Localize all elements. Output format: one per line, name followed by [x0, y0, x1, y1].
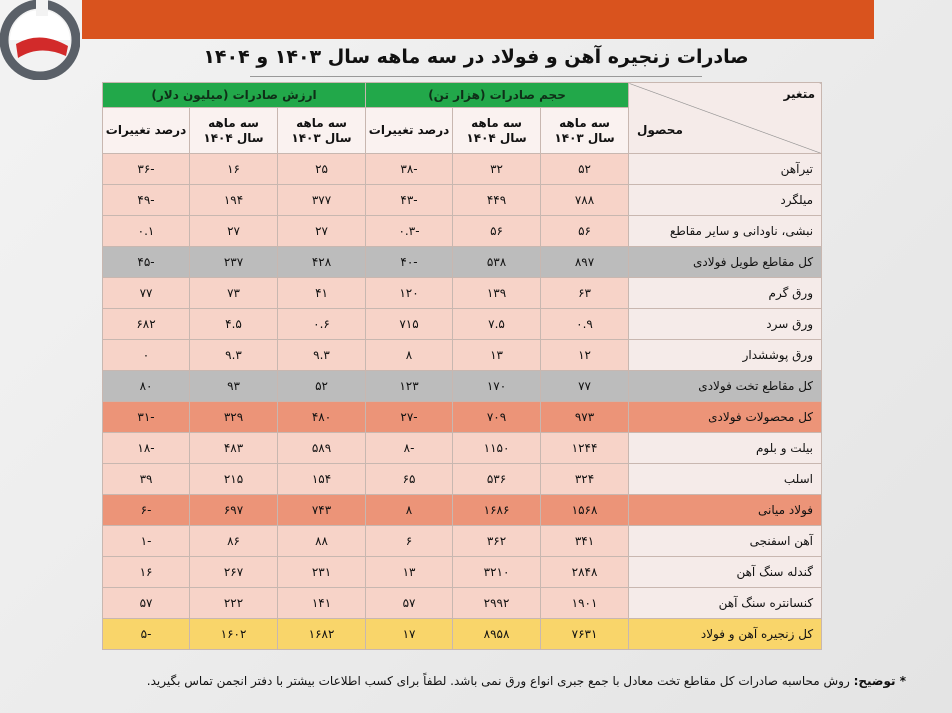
val-change-cell: ۳۹	[103, 464, 190, 495]
val-change-header: درصد تغییرات	[103, 108, 190, 154]
val-1404-cell: ۲۲۲	[190, 588, 278, 619]
val-change-cell: -۱۸	[103, 433, 190, 464]
val-1404-header: سه ماهه سال ۱۴۰۴	[190, 108, 278, 154]
vol-1403-cell: ۷۷	[541, 371, 629, 402]
vol-1403-cell: ۳۴۱	[541, 526, 629, 557]
val-change-cell: ۸۰	[103, 371, 190, 402]
val-1403-cell: ۵۲	[278, 371, 366, 402]
vol-change-cell: ۸	[366, 495, 453, 526]
vol-1404-cell: ۱۶۸۶	[453, 495, 541, 526]
val-change-cell: ۰.۱	[103, 216, 190, 247]
vol-1404-cell: ۳۲	[453, 154, 541, 185]
vol-change-cell: -۴۰	[366, 247, 453, 278]
val-1403-cell: ۱۵۴	[278, 464, 366, 495]
val-1403-cell: ۴۱	[278, 278, 366, 309]
val-1403-cell: ۳۷۷	[278, 185, 366, 216]
vol-1404-cell: ۸۹۵۸	[453, 619, 541, 650]
product-name-cell: کنسانتره سنگ آهن	[629, 588, 822, 619]
table-row	[103, 402, 822, 433]
vol-1404-cell: ۵۳۸	[453, 247, 541, 278]
vol-1404-cell: ۱۳	[453, 340, 541, 371]
vol-1404-cell: ۳۲۱۰	[453, 557, 541, 588]
corner-header-cell	[629, 83, 822, 154]
variable-header: متغیر	[783, 87, 816, 101]
val-1403-cell: ۸۸	[278, 526, 366, 557]
val-1403-header: سه ماهه سال ۱۴۰۳	[278, 108, 366, 154]
val-change-cell: -۱	[103, 526, 190, 557]
val-change-cell: -۴۵	[103, 247, 190, 278]
vol-change-cell: -۲۷	[366, 402, 453, 433]
table-row	[103, 309, 822, 340]
vol-1403-header: سه ماهه سال ۱۴۰۳	[541, 108, 629, 154]
table-row	[103, 278, 822, 309]
val-1404-cell: ۹۳	[190, 371, 278, 402]
table-row	[103, 216, 822, 247]
product-name-cell: کل محصولات فولادی	[629, 402, 822, 433]
val-1404-cell: ۳۲۹	[190, 402, 278, 433]
table-row	[103, 371, 822, 402]
val-change-cell: -۳۶	[103, 154, 190, 185]
header-accent-bar	[82, 0, 874, 39]
val-change-cell: ۵۷	[103, 588, 190, 619]
val-1403-cell: ۰.۶	[278, 309, 366, 340]
val-1403-cell: ۹.۳	[278, 340, 366, 371]
table-row	[103, 340, 822, 371]
vol-1404-cell: ۴۴۹	[453, 185, 541, 216]
product-name-cell: کل مقاطع تخت فولادی	[629, 371, 822, 402]
product-name-cell: بیلت و بلوم	[629, 433, 822, 464]
vol-1404-cell: ۷۰۹	[453, 402, 541, 433]
vol-1403-cell: ۸۹۷	[541, 247, 629, 278]
val-1404-cell: ۸۶	[190, 526, 278, 557]
vol-1403-cell: ۵۲	[541, 154, 629, 185]
val-change-cell: -۴۹	[103, 185, 190, 216]
table-row	[103, 185, 822, 216]
val-1403-cell: ۲۳۱	[278, 557, 366, 588]
value-group-header: ارزش صادرات (میلیون دلار)	[103, 83, 366, 108]
vol-1404-cell: ۵۶	[453, 216, 541, 247]
product-name-cell: آهن اسفنجی	[629, 526, 822, 557]
val-change-cell: ۷۷	[103, 278, 190, 309]
table-row	[103, 433, 822, 464]
val-1404-cell: ۱۶	[190, 154, 278, 185]
val-change-cell: ۱۶	[103, 557, 190, 588]
vol-1403-cell: ۶۳	[541, 278, 629, 309]
val-change-cell: ۶۸۲	[103, 309, 190, 340]
vol-1404-cell: ۱۳۹	[453, 278, 541, 309]
val-1403-cell: ۱۶۸۲	[278, 619, 366, 650]
val-1404-cell: ۹.۳	[190, 340, 278, 371]
vol-change-cell: ۱۲۳	[366, 371, 453, 402]
vol-1403-cell: ۵۶	[541, 216, 629, 247]
vol-1404-cell: ۱۷۰	[453, 371, 541, 402]
volume-group-header: حجم صادرات (هزار تن)	[366, 83, 629, 108]
vol-change-cell: -۳۸	[366, 154, 453, 185]
val-1403-cell: ۷۴۳	[278, 495, 366, 526]
val-1404-cell: ۴.۵	[190, 309, 278, 340]
table-row	[103, 154, 822, 185]
product-name-cell: میلگرد	[629, 185, 822, 216]
vol-1404-header: سه ماهه سال ۱۴۰۴	[453, 108, 541, 154]
vol-change-cell: ۶۵	[366, 464, 453, 495]
table-row	[103, 526, 822, 557]
footnote-label: * توضیح:	[853, 674, 906, 688]
vol-1403-cell: ۷۸۸	[541, 185, 629, 216]
val-1404-cell: ۷۳	[190, 278, 278, 309]
product-name-cell: فولاد میانی	[629, 495, 822, 526]
product-name-cell: ورق سرد	[629, 309, 822, 340]
val-change-cell: -۶	[103, 495, 190, 526]
val-1404-cell: ۶۹۷	[190, 495, 278, 526]
val-1404-cell: ۴۸۳	[190, 433, 278, 464]
association-logo	[0, 0, 80, 80]
val-change-cell: -۳۱	[103, 402, 190, 433]
vol-1404-cell: ۵۳۶	[453, 464, 541, 495]
vol-change-cell: ۱۳	[366, 557, 453, 588]
val-1403-cell: ۲۵	[278, 154, 366, 185]
product-name-cell: کل مقاطع طویل فولادی	[629, 247, 822, 278]
val-change-cell: ۰	[103, 340, 190, 371]
val-1404-cell: ۲۱۵	[190, 464, 278, 495]
product-name-cell: اسلب	[629, 464, 822, 495]
table-row	[103, 247, 822, 278]
vol-change-cell: ۵۷	[366, 588, 453, 619]
val-1403-cell: ۱۴۱	[278, 588, 366, 619]
table-row	[103, 495, 822, 526]
vol-change-cell: ۸	[366, 340, 453, 371]
product-name-cell: نبشی، ناودانی و سایر مقاطع	[629, 216, 822, 247]
product-name-cell: گندله سنگ آهن	[629, 557, 822, 588]
footnote-text: روش محاسبه صادرات کل مقاطع تخت معادل با جمع جبری انواع ورق نمی باشد. لطفاً برای کسب اطلاعات بیشتر با دفتر انجمن تماس بگیرید.	[146, 674, 854, 688]
val-1403-cell: ۴۲۸	[278, 247, 366, 278]
vol-1403-cell: ۱۲	[541, 340, 629, 371]
val-1404-cell: ۱۹۴	[190, 185, 278, 216]
val-1404-cell: ۲۳۷	[190, 247, 278, 278]
vol-change-cell: ۱۷	[366, 619, 453, 650]
vol-1403-cell: ۱۲۴۴	[541, 433, 629, 464]
vol-1404-cell: ۲۹۹۲	[453, 588, 541, 619]
vol-change-cell: -۸	[366, 433, 453, 464]
product-name-cell: تیرآهن	[629, 154, 822, 185]
vol-1403-cell: ۱۹۰۱	[541, 588, 629, 619]
vol-1403-cell: ۲۸۴۸	[541, 557, 629, 588]
product-name-cell: ورق گرم	[629, 278, 822, 309]
val-1403-cell: ۴۸۰	[278, 402, 366, 433]
vol-1403-cell: ۹۷۳	[541, 402, 629, 433]
page-title: صادرات زنجیره آهن و فولاد در سه ماهه سال ۱۴۰۳ و ۱۴۰۴	[203, 46, 749, 68]
product-header: محصول	[637, 123, 683, 137]
val-1404-cell: ۲۷	[190, 216, 278, 247]
table-row	[103, 619, 822, 650]
val-change-cell: -۵	[103, 619, 190, 650]
vol-change-cell: -۰.۳	[366, 216, 453, 247]
val-1403-cell: ۵۸۹	[278, 433, 366, 464]
vol-change-header: درصد تغییرات	[366, 108, 453, 154]
table-row	[103, 464, 822, 495]
product-name-cell: کل زنجیره آهن و فولاد	[629, 619, 822, 650]
vol-1403-cell: ۱۵۶۸	[541, 495, 629, 526]
export-table	[102, 82, 822, 650]
vol-change-cell: -۴۳	[366, 185, 453, 216]
val-1404-cell: ۱۶۰۲	[190, 619, 278, 650]
vol-change-cell: ۷۱۵	[366, 309, 453, 340]
vol-1404-cell: ۷.۵	[453, 309, 541, 340]
vol-change-cell: ۱۲۰	[366, 278, 453, 309]
table-row	[103, 557, 822, 588]
vol-1403-cell: ۷۶۳۱	[541, 619, 629, 650]
title-underline	[250, 76, 702, 77]
table-row	[103, 588, 822, 619]
val-1404-cell: ۲۶۷	[190, 557, 278, 588]
vol-1404-cell: ۱۱۵۰	[453, 433, 541, 464]
vol-1404-cell: ۳۶۲	[453, 526, 541, 557]
footnote	[147, 674, 906, 688]
val-1403-cell: ۲۷	[278, 216, 366, 247]
vol-1403-cell: ۳۲۴	[541, 464, 629, 495]
vol-1403-cell: ۰.۹	[541, 309, 629, 340]
product-name-cell: ورق پوششدار	[629, 340, 822, 371]
vol-change-cell: ۶	[366, 526, 453, 557]
